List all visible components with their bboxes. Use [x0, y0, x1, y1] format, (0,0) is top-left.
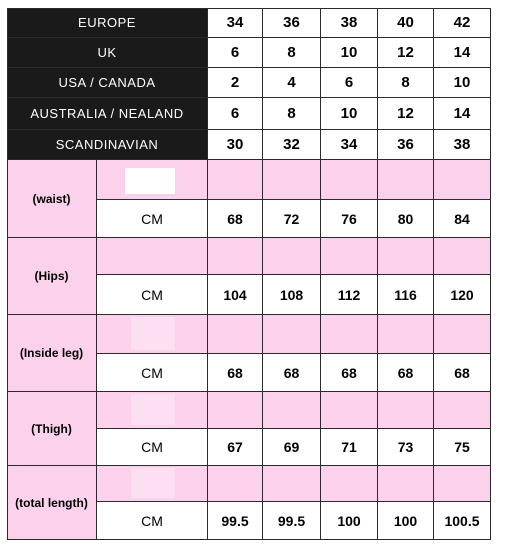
unit-label: CM — [97, 200, 208, 238]
measurement-value: 73 — [378, 429, 434, 466]
blank-cell — [321, 315, 378, 354]
measurement-value: 108 — [263, 275, 321, 315]
measurement-label: (Hips) — [7, 238, 97, 315]
size-value: 38 — [321, 8, 378, 38]
blank-cell — [97, 160, 208, 200]
measurement-value: 99.5 — [263, 502, 321, 540]
measurement-value: 68 — [208, 354, 263, 392]
blank-cell — [263, 466, 321, 502]
size-value: 6 — [321, 68, 378, 98]
size-value: 8 — [263, 38, 321, 68]
size-system-label: EUROPE — [7, 8, 208, 38]
size-value: 6 — [208, 38, 263, 68]
blank-cell — [378, 315, 434, 354]
measurement-value: 76 — [321, 200, 378, 238]
size-value: 36 — [263, 8, 321, 38]
measurement-value: 68 — [263, 354, 321, 392]
size-value: 10 — [434, 68, 491, 98]
size-value: 8 — [378, 68, 434, 98]
unit-label: CM — [97, 429, 208, 466]
blank-cell — [321, 466, 378, 502]
blank-cell — [321, 392, 378, 429]
size-system-label: AUSTRALIA / NEALAND — [7, 98, 208, 130]
measurement-value: 100 — [378, 502, 434, 540]
size-system-label: UK — [7, 38, 208, 68]
blank-cell — [97, 238, 208, 275]
size-value: 32 — [263, 130, 321, 160]
measurement-value: 67 — [208, 429, 263, 466]
measurement-value: 72 — [263, 200, 321, 238]
measurement-value: 100 — [321, 502, 378, 540]
blank-cell — [434, 238, 491, 275]
blank-cell — [208, 466, 263, 502]
size-value: 14 — [434, 98, 491, 130]
size-value: 8 — [263, 98, 321, 130]
measurement-value: 84 — [434, 200, 491, 238]
blank-cell — [208, 315, 263, 354]
measurement-value: 68 — [378, 354, 434, 392]
measurement-value: 100.5 — [434, 502, 491, 540]
size-value: 14 — [434, 38, 491, 68]
measurement-value: 99.5 — [208, 502, 263, 540]
blank-cell — [434, 160, 491, 200]
size-row-usa-canada — [7, 68, 491, 98]
blank-cell — [97, 315, 208, 354]
unit-label: CM — [97, 354, 208, 392]
size-value: 30 — [208, 130, 263, 160]
measurement-label: (Inside leg) — [7, 315, 97, 392]
blank-cell — [208, 160, 263, 200]
blank-cell — [263, 238, 321, 275]
blank-cell — [434, 315, 491, 354]
blank-cell — [434, 392, 491, 429]
blank-cell — [378, 238, 434, 275]
measurement-value: 116 — [378, 275, 434, 315]
blank-cell — [321, 238, 378, 275]
size-value: 2 — [208, 68, 263, 98]
unit-label: CM — [97, 275, 208, 315]
size-system-label: USA / CANADA — [7, 68, 208, 98]
blank-cell — [378, 160, 434, 200]
size-value: 10 — [321, 38, 378, 68]
measurement-label: (total length) — [7, 466, 97, 540]
size-value: 36 — [378, 130, 434, 160]
measurement-value: 80 — [378, 200, 434, 238]
blank-cell — [208, 392, 263, 429]
size-value: 34 — [208, 8, 263, 38]
blank-cell — [97, 392, 208, 429]
blank-cell — [263, 392, 321, 429]
size-row-europe — [7, 8, 491, 38]
measurement-value: 68 — [321, 354, 378, 392]
measurement-value: 71 — [321, 429, 378, 466]
size-row-scandinavian — [7, 130, 491, 160]
unit-label: CM — [97, 502, 208, 540]
size-value: 34 — [321, 130, 378, 160]
size-value: 40 — [378, 8, 434, 38]
size-value: 12 — [378, 38, 434, 68]
measurement-value: 120 — [434, 275, 491, 315]
size-value: 38 — [434, 130, 491, 160]
blank-cell — [378, 466, 434, 502]
blank-cell — [434, 466, 491, 502]
blank-cell — [208, 238, 263, 275]
size-value: 42 — [434, 8, 491, 38]
measurement-value: 75 — [434, 429, 491, 466]
measurement-label: (waist) — [7, 160, 97, 238]
measurement-value: 104 — [208, 275, 263, 315]
size-value: 12 — [378, 98, 434, 130]
size-value: 4 — [263, 68, 321, 98]
measurement-label: (Thigh) — [7, 392, 97, 466]
measurement-value: 112 — [321, 275, 378, 315]
size-value: 10 — [321, 98, 378, 130]
blank-cell — [263, 160, 321, 200]
measurement-value: 68 — [208, 200, 263, 238]
size-system-label: SCANDINAVIAN — [7, 130, 208, 160]
size-row-australia — [7, 98, 491, 130]
blank-cell — [97, 466, 208, 502]
blank-cell — [378, 392, 434, 429]
blank-cell — [321, 160, 378, 200]
size-row-uk — [7, 38, 491, 68]
size-value: 6 — [208, 98, 263, 130]
measurement-value: 68 — [434, 354, 491, 392]
measurement-value: 69 — [263, 429, 321, 466]
blank-cell — [263, 315, 321, 354]
